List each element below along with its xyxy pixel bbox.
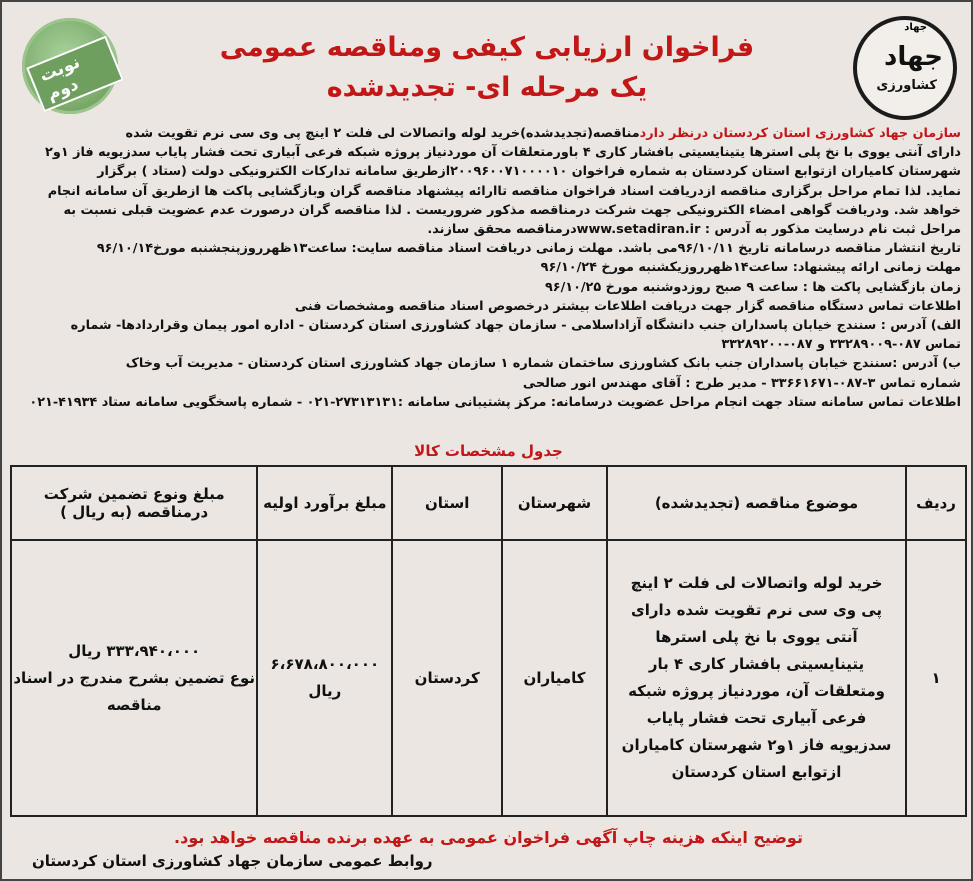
notice-body: [14, 124, 961, 412]
organization-name: سازمان جهاد کشاورزی استان کردستان درنظر دارد: [639, 126, 961, 141]
guarantee-amount: ۳۳۳،۹۴۰،۰۰۰ ریال: [68, 641, 201, 660]
body-line-1: سازمان جهاد کشاورزی استان کردستان درنظر داردمناقصه(تجدیدشده)خرید لوله واتصالات لی فلت ۲ اینچ پی وی سی نرم تقویت شده: [125, 126, 961, 141]
cell-row-number: ۱: [906, 540, 966, 816]
phone-a: تماس ۰۸۷-۳۳۲۸۹۰۰۹ و ۰۸۷-۳۳۲۸۹۲۰۰: [721, 337, 961, 353]
cell-subject: خرید لوله واتصالات لی فلت ۲ اینچ پی وی سی نرم تقویت شده دارای آنتی یووی با نخ پلی استرها یتینایسیتی بافشار کاری ۴ بار ومتعلقات آن، موردنیاز پروژه شبکه فرعی آبیاری تحت فشار پایاب سدزیویه فاز ۱و۲ شهرستان کامیاران ازتوابع استان کردستان: [607, 540, 906, 816]
header-row-number: ردیف: [906, 466, 966, 540]
logo-bottom-text: کشاورزی: [876, 78, 937, 93]
address-a: الف) آدرس : سنندج خیابان پاسداران جنب دانشگاه آزاداسلامی - سازمان جهاد کشاورزی استان کردستان - اداره امور پیمان وقراردادها- شماره: [70, 318, 961, 334]
page-title: فراخوان ارزیابی کیفی ومناقصه عمومی: [219, 32, 755, 63]
submission-deadline: مهلت زمانی ارائه پیشنهاد: ساعت۱۴ظهرروزیکشنبه مورخ ۹۶/۱۰/۲۴: [540, 260, 961, 276]
header-province: استان: [392, 466, 502, 540]
table-title: جدول مشخصات کالا: [414, 442, 563, 460]
goods-spec-table: [10, 465, 967, 817]
cell-guarantee: [11, 540, 257, 816]
contact-heading: اطلاعات تماس دستگاه مناقصه گزار جهت دریافت اطلاعات بیشتر درخصوص اسناد مناقصه ومشخصات فنی: [294, 298, 961, 314]
jahad-keshavarzi-logo: [847, 12, 957, 112]
header-estimate: مبلغ برآورد اولیه: [257, 466, 392, 540]
cell-province: کردستان: [392, 540, 502, 816]
cell-city: کامیاران: [502, 540, 607, 816]
setad-contact: اطلاعات تماس سامانه ستاد جهت انجام مراحل عضویت درسامانه: مرکز پشتیبانی سامانه :۲۷۳۱۳۱۳۱-۰۲۱ - شماره پاسخگویی سامانه ستاد ۴۱۹۳۴-۰۲۱: [29, 394, 961, 410]
header-guarantee: مبلغ ونوع تضمین شرکت درمناقصه (به ریال ): [11, 466, 257, 540]
body-line-3: شهرستان کامیاران ازتوابع استان کردستان به شماره فراخوان ۲۰۰۹۶۰۰۷۱۰۰۰۰۱۰ازطریق سامانه تدارکات الکترونیکی دولت (ستاد ) برگزار: [97, 164, 961, 180]
body-line-5: خواهد شد. ودریافت گواهی امضاء الکترونیکی جهت شرکت درمناقصه مذکور ضروریست . لذا مناقصه گران درصورت عدم عضویت قبلی نسبت به: [63, 202, 961, 218]
table-row: [11, 540, 966, 816]
opening-time: زمان بازگشایی پاکت ها : ساعت ۹ صبح روزدوشنبه مورخ ۹۶/۱۰/۲۵: [544, 279, 961, 295]
header-city: شهرستان: [502, 466, 607, 540]
body-line-6: مراحل ثبت نام درسایت مذکور به آدرس : www.setadiran.irدرمناقصه محقق سازند.: [427, 222, 961, 238]
body-line-2: دارای آنتی یووی با نخ پلی استرها یتینایسیتی بافشار کاری ۴ باورمتعلقات آن موردنیاز پروژه شبکه فرعی آبیاری تحت فشار پایاب سدزیویه فاز ۱و۲: [45, 145, 961, 161]
header-subject: موضوع مناقصه (تجدیدشده): [607, 466, 906, 540]
phone-b: شماره تماس ۳-۰۸۷-۳۳۶۶۱۶۷۱ - مدیر طرح : آقای مهندس انور صالحی: [522, 375, 961, 391]
address-b: ب) آدرس :سنندج خیابان پاسداران جنب بانک کشاورزی ساختمان شماره ۱ سازمان جهاد کشاورزی استان کردستان - مدیریت آب وخاک: [125, 356, 961, 372]
body-line-4: نماید. لذا تمام مراحل برگزاری مناقصه ازدریافت اسناد فراخوان مناقصه تاارائه پیشنهاد مناقصه گران وبازگشایی پاکت ها ازطریق آن سامانه انجام: [47, 183, 961, 199]
logo-main-text: جهاد: [883, 42, 943, 72]
signature: روابط عمومی سازمان جهاد کشاورزی استان کردستان: [32, 852, 433, 870]
logo-top-text: جهاد: [904, 22, 927, 33]
second-publication-stamp: [22, 18, 118, 114]
cost-note: توضیح اینکه هزینه چاپ آگهی فراخوان عمومی به عهده برنده مناقصه خواهد بود.: [174, 828, 803, 847]
page-subtitle: یک مرحله ای- تجدیدشده: [326, 72, 648, 103]
guarantee-type: نوع تضمین بشرح مندرج در اسناد مناقصه: [13, 668, 256, 714]
publication-dates: تاریخ انتشار مناقصه درسامانه تاریخ ۹۶/۱۰/۱۱می باشد. مهلت زمانی دریافت اسناد مناقصه سایت: ساعت۱۳ظهرروزپنجشنبه مورخ۹۶/۱۰/۱۴: [96, 241, 961, 257]
table-header-row: [11, 466, 966, 540]
cell-estimate: ۶،۶۷۸،۸۰۰،۰۰۰ ریال: [257, 540, 392, 816]
stamp-text: نوبت دوم: [26, 36, 124, 113]
